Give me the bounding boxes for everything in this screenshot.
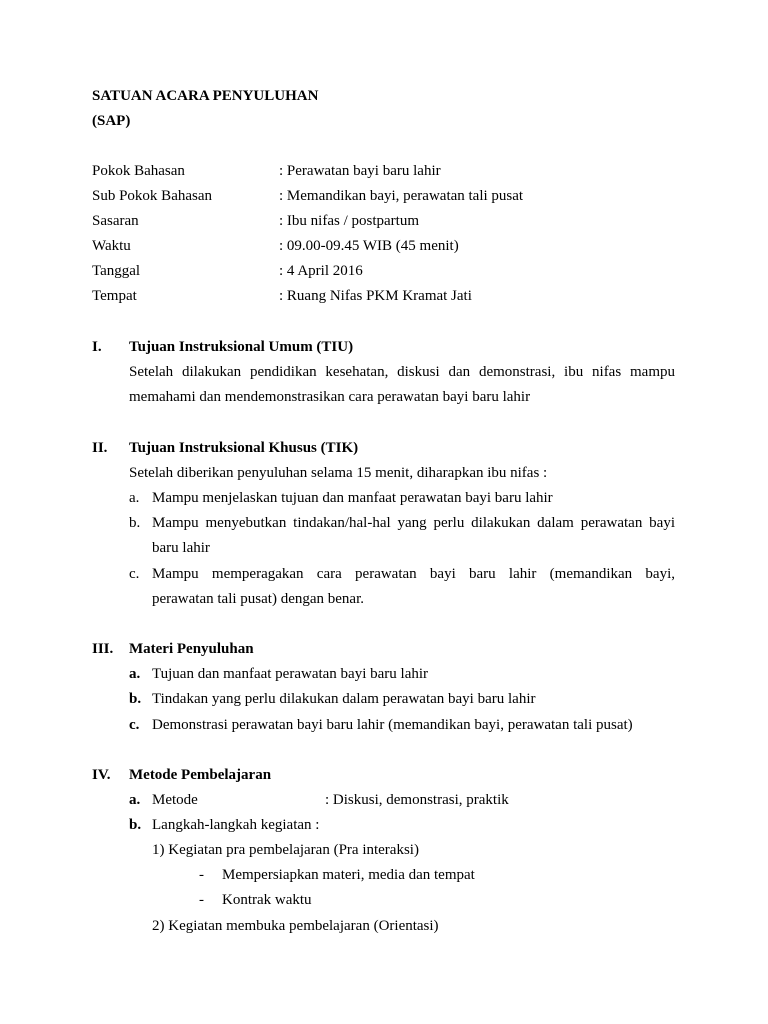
list-marker: a. — [129, 792, 141, 808]
list-marker: b. — [129, 515, 141, 531]
section-paragraph-line: memahami dan mendemonstrasikan cara perawatan bayi baru lahir — [129, 389, 531, 405]
list-marker: c. — [129, 566, 140, 582]
section-intro: Setelah diberikan penyuluhan selama 15 menit, diharapkan ibu nifas : — [129, 465, 548, 481]
list-item-text: Mampu menyebutkan tindakan/hal-hal yang perlu dilakukan dalam perawatan bayi — [152, 515, 675, 531]
section-number: IV. — [92, 767, 111, 783]
list-marker: a. — [129, 666, 141, 682]
list-marker: a. — [129, 490, 140, 506]
step-item: 2) Kegiatan membuka pembelajaran (Orientasi) — [152, 918, 439, 934]
list-marker: b. — [129, 691, 142, 707]
section-number: I. — [92, 339, 102, 355]
section-heading: Tujuan Instruksional Umum (TIU) — [129, 339, 354, 355]
sub-step-item: Kontrak waktu — [222, 892, 312, 908]
section-number: III. — [92, 641, 114, 657]
dash-bullet: - — [199, 867, 204, 883]
list-item-text: baru lahir — [152, 540, 210, 556]
method-value: : Diskusi, demonstrasi, praktik — [325, 792, 509, 808]
list-item-text: Demonstrasi perawatan bayi baru lahir (memandikan bayi, perawatan tali pusat) — [152, 717, 633, 733]
info-value: : Ibu nifas / postpartum — [279, 213, 419, 229]
info-label: Sasaran — [92, 213, 139, 229]
steps-label: Langkah-langkah kegiatan : — [152, 817, 320, 833]
step-item: 1) Kegiatan pra pembelajaran (Pra interaksi) — [152, 842, 419, 858]
list-marker: c. — [129, 717, 140, 733]
info-value: : Memandikan bayi, perawatan tali pusat — [279, 188, 524, 204]
section-number: II. — [92, 440, 108, 456]
section-paragraph-line: Setelah dilakukan pendidikan kesehatan, diskusi dan demonstrasi, ibu nifas mampu — [129, 364, 675, 380]
section-heading: Metode Pembelajaran — [129, 767, 272, 783]
list-item-text: Tindakan yang perlu dilakukan dalam perawatan bayi baru lahir — [152, 691, 536, 707]
dash-bullet: - — [199, 892, 204, 908]
list-marker: b. — [129, 817, 142, 833]
list-item-text: perawatan tali pusat) dengan benar. — [152, 591, 364, 607]
document-title: SATUAN ACARA PENYULUHAN — [92, 88, 319, 104]
info-label: Tempat — [92, 288, 137, 304]
info-label: Pokok Bahasan — [92, 163, 185, 179]
list-item-text: Mampu memperagakan cara perawatan bayi baru lahir (memandikan bayi, — [152, 566, 675, 582]
document-subtitle: (SAP) — [92, 113, 131, 129]
info-label: Waktu — [92, 238, 131, 254]
info-value: : Perawatan bayi baru lahir — [279, 163, 441, 179]
info-value: : Ruang Nifas PKM Kramat Jati — [279, 288, 472, 304]
method-label: Metode — [152, 792, 198, 808]
section-heading: Tujuan Instruksional Khusus (TIK) — [129, 440, 359, 456]
sub-step-item: Mempersiapkan materi, media dan tempat — [222, 867, 475, 883]
info-label: Tanggal — [92, 263, 141, 279]
list-item-text: Mampu menjelaskan tujuan dan manfaat perawatan bayi baru lahir — [152, 490, 553, 506]
info-value: : 09.00-09.45 WIB (45 menit) — [279, 238, 459, 254]
list-item-text: Tujuan dan manfaat perawatan bayi baru lahir — [152, 666, 429, 682]
info-label: Sub Pokok Bahasan — [92, 188, 212, 204]
section-heading: Materi Penyuluhan — [129, 641, 254, 657]
info-value: : 4 April 2016 — [279, 263, 363, 279]
